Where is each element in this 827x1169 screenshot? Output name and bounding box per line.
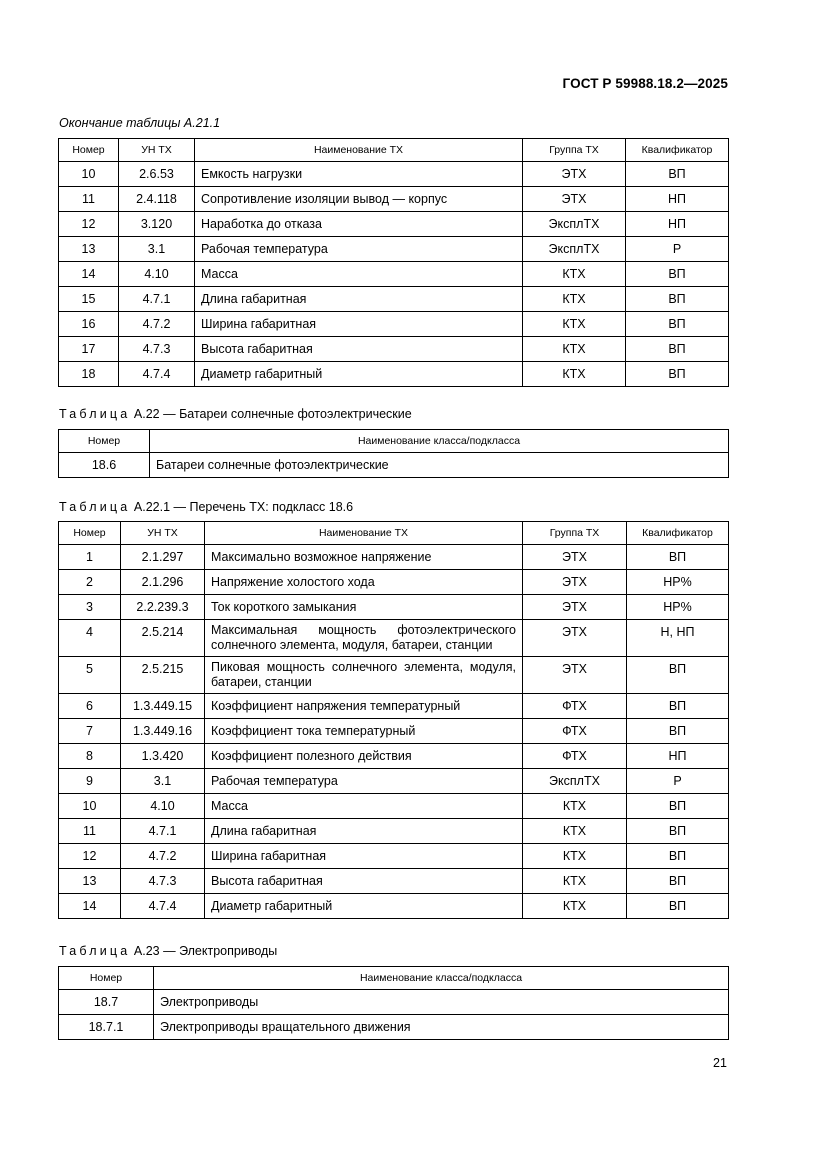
cell-un-th: 4.10	[121, 794, 205, 819]
table-a23	[58, 966, 729, 1040]
cell-name: Диаметр габаритный	[205, 894, 523, 919]
cell-number: 13	[59, 237, 119, 262]
col-header-un-th: УН ТХ	[121, 522, 205, 545]
cell-number: 12	[59, 844, 121, 869]
cell-group: ЭТХ	[523, 545, 627, 570]
cell-group: ЭТХ	[523, 570, 627, 595]
col-header-name: Наименование ТХ	[195, 139, 523, 162]
col-header-group: Группа ТХ	[523, 522, 627, 545]
col-header-group: Группа ТХ	[523, 139, 626, 162]
cell-un-th: 4.7.2	[121, 844, 205, 869]
cell-un-th: 4.7.2	[119, 312, 195, 337]
table-row	[59, 570, 729, 595]
cell-number: 6	[59, 694, 121, 719]
cell-qualifier: Н, НП	[627, 620, 729, 657]
cell-qualifier: НП	[626, 212, 729, 237]
cell-qualifier: ВП	[626, 337, 729, 362]
table-row	[59, 545, 729, 570]
cell-un-th: 2.4.118	[119, 187, 195, 212]
table-row	[59, 894, 729, 919]
cell-group: ФТХ	[523, 694, 627, 719]
table-row	[59, 162, 729, 187]
cell-number: 3	[59, 595, 121, 620]
cell-number: 18	[59, 362, 119, 387]
cell-number: 12	[59, 212, 119, 237]
cell-group: ЭТХ	[523, 162, 626, 187]
table-row	[59, 844, 729, 869]
cell-un-th: 4.7.1	[119, 287, 195, 312]
col-header-number: Номер	[59, 967, 154, 990]
document-id: ГОСТ Р 59988.18.2—2025	[562, 76, 728, 91]
cell-qualifier: ВП	[627, 545, 729, 570]
cell-un-th: 3.1	[119, 237, 195, 262]
table-row	[59, 1015, 729, 1040]
cell-name: Максимальная мощность фотоэлектрического солнечного элемента, модуля, батареи, станции	[205, 620, 523, 657]
col-header-name: Наименование ТХ	[205, 522, 523, 545]
cell-un-th: 4.10	[119, 262, 195, 287]
table-row	[59, 744, 729, 769]
cell-group: КТХ	[523, 894, 627, 919]
cell-un-th: 1.3.449.16	[121, 719, 205, 744]
table-row	[59, 362, 729, 387]
cell-un-th: 4.7.3	[121, 869, 205, 894]
table-a22	[58, 429, 729, 478]
col-header-number: Номер	[59, 139, 119, 162]
table-row	[59, 187, 729, 212]
cell-qualifier: ВП	[627, 819, 729, 844]
caption-text: А.22 — Батареи солнечные фотоэлектрические	[133, 407, 412, 421]
table-row	[59, 237, 729, 262]
cell-un-th: 3.1	[121, 769, 205, 794]
cell-un-th: 2.6.53	[119, 162, 195, 187]
cell-group: ЭксплТХ	[523, 237, 626, 262]
table-a22-1-caption	[59, 500, 353, 514]
table-a21-1	[58, 138, 729, 387]
cell-number: 8	[59, 744, 121, 769]
table-row	[59, 595, 729, 620]
table-row	[59, 287, 729, 312]
cell-number: 9	[59, 769, 121, 794]
cell-name: Высота габаритная	[205, 869, 523, 894]
cell-un-th: 2.5.215	[121, 657, 205, 694]
table-row	[59, 312, 729, 337]
cell-group: ЭТХ	[523, 657, 627, 694]
cell-class-name: Батареи солнечные фотоэлектрические	[150, 453, 729, 478]
cell-qualifier: ВП	[626, 262, 729, 287]
cell-name: Максимально возможное напряжение	[205, 545, 523, 570]
table-row	[59, 769, 729, 794]
cell-number: 16	[59, 312, 119, 337]
cell-number: 17	[59, 337, 119, 362]
cell-group: ЭТХ	[523, 187, 626, 212]
table-row	[59, 794, 729, 819]
col-header-qualifier: Квалификатор	[627, 522, 729, 545]
cell-qualifier: НП	[627, 744, 729, 769]
cell-qualifier: ВП	[626, 362, 729, 387]
cell-un-th: 3.120	[119, 212, 195, 237]
page-number: 21	[713, 1056, 727, 1070]
caption-text: А.22.1 — Перечень ТХ: подкласс 18.6	[133, 500, 354, 514]
cell-name: Пиковая мощность солнечного элемента, модуля, батареи, станции	[205, 657, 523, 694]
cell-number: 7	[59, 719, 121, 744]
cell-number: 14	[59, 262, 119, 287]
table-a21-1-caption: Окончание таблицы А.21.1	[59, 116, 221, 130]
cell-group: ЭксплТХ	[523, 769, 627, 794]
cell-qualifier: ВП	[627, 719, 729, 744]
cell-name: Диаметр габаритный	[195, 362, 523, 387]
table-row	[59, 657, 729, 694]
table-a22-1	[58, 521, 729, 919]
table-row	[59, 262, 729, 287]
cell-name: Рабочая температура	[195, 237, 523, 262]
table-row	[59, 990, 729, 1015]
cell-name: Ширина габаритная	[205, 844, 523, 869]
cell-group: КТХ	[523, 287, 626, 312]
cell-group: ЭТХ	[523, 620, 627, 657]
cell-name: Коэффициент тока температурный	[205, 719, 523, 744]
cell-qualifier: ВП	[626, 162, 729, 187]
col-header-class-name: Наименование класса/подкласса	[150, 430, 729, 453]
table-header-row	[59, 430, 729, 453]
cell-un-th: 1.3.449.15	[121, 694, 205, 719]
cell-group: КТХ	[523, 362, 626, 387]
cell-group: КТХ	[523, 262, 626, 287]
cell-qualifier: ВП	[627, 657, 729, 694]
cell-number: 15	[59, 287, 119, 312]
table-row	[59, 719, 729, 744]
cell-number: 11	[59, 819, 121, 844]
cell-qualifier: ВП	[627, 794, 729, 819]
caption-text: А.23 — Электроприводы	[133, 944, 278, 958]
cell-name: Рабочая температура	[205, 769, 523, 794]
cell-name: Масса	[195, 262, 523, 287]
cell-name: Коэффициент полезного действия	[205, 744, 523, 769]
cell-name: Емкость нагрузки	[195, 162, 523, 187]
cell-number: 14	[59, 894, 121, 919]
cell-group: КТХ	[523, 869, 627, 894]
cell-qualifier: ВП	[627, 844, 729, 869]
cell-un-th: 2.1.296	[121, 570, 205, 595]
cell-name: Наработка до отказа	[195, 212, 523, 237]
cell-qualifier: ВП	[626, 287, 729, 312]
cell-name: Ток короткого замыкания	[205, 595, 523, 620]
cell-number: 4	[59, 620, 121, 657]
cell-number: 10	[59, 162, 119, 187]
cell-qualifier: НП	[626, 187, 729, 212]
table-row	[59, 819, 729, 844]
cell-number: 13	[59, 869, 121, 894]
cell-name: Масса	[205, 794, 523, 819]
cell-un-th: 4.7.4	[121, 894, 205, 919]
table-row	[59, 212, 729, 237]
cell-qualifier: Р	[626, 237, 729, 262]
table-row	[59, 869, 729, 894]
col-header-number: Номер	[59, 522, 121, 545]
cell-number: 18.6	[59, 453, 150, 478]
cell-un-th: 2.5.214	[121, 620, 205, 657]
cell-qualifier: ВП	[627, 869, 729, 894]
cell-group: ФТХ	[523, 719, 627, 744]
cell-un-th: 2.2.239.3	[121, 595, 205, 620]
col-header-class-name: Наименование класса/подкласса	[154, 967, 729, 990]
caption-word: Таблица	[59, 500, 131, 514]
cell-un-th: 4.7.1	[121, 819, 205, 844]
cell-un-th: 4.7.4	[119, 362, 195, 387]
cell-name: Высота габаритная	[195, 337, 523, 362]
table-row	[59, 694, 729, 719]
cell-number: 11	[59, 187, 119, 212]
cell-qualifier: НР%	[627, 570, 729, 595]
table-a23-caption	[59, 944, 277, 958]
cell-name: Ширина габаритная	[195, 312, 523, 337]
cell-number: 2	[59, 570, 121, 595]
cell-name: Напряжение холостого хода	[205, 570, 523, 595]
caption-word: Таблица	[59, 944, 131, 958]
cell-un-th: 1.3.420	[121, 744, 205, 769]
cell-qualifier: ВП	[626, 312, 729, 337]
cell-class-name: Электроприводы	[154, 990, 729, 1015]
cell-class-name: Электроприводы вращательного движения	[154, 1015, 729, 1040]
cell-group: КТХ	[523, 844, 627, 869]
cell-number: 5	[59, 657, 121, 694]
cell-qualifier: ВП	[627, 694, 729, 719]
cell-group: ФТХ	[523, 744, 627, 769]
caption-word: Таблица	[59, 407, 131, 421]
cell-number: 18.7.1	[59, 1015, 154, 1040]
cell-qualifier: Р	[627, 769, 729, 794]
table-header-row	[59, 139, 729, 162]
cell-group: КТХ	[523, 819, 627, 844]
cell-number: 18.7	[59, 990, 154, 1015]
cell-qualifier: ВП	[627, 894, 729, 919]
cell-un-th: 4.7.3	[119, 337, 195, 362]
table-header-row	[59, 522, 729, 545]
cell-group: КТХ	[523, 794, 627, 819]
cell-un-th: 2.1.297	[121, 545, 205, 570]
cell-qualifier: НР%	[627, 595, 729, 620]
cell-name: Сопротивление изоляции вывод — корпус	[195, 187, 523, 212]
cell-number: 10	[59, 794, 121, 819]
cell-name: Коэффициент напряжения температурный	[205, 694, 523, 719]
cell-name: Длина габаритная	[205, 819, 523, 844]
cell-group: ЭТХ	[523, 595, 627, 620]
cell-group: КТХ	[523, 337, 626, 362]
col-header-un-th: УН ТХ	[119, 139, 195, 162]
cell-number: 1	[59, 545, 121, 570]
table-row	[59, 620, 729, 657]
table-row	[59, 337, 729, 362]
cell-name: Длина габаритная	[195, 287, 523, 312]
cell-group: ЭксплТХ	[523, 212, 626, 237]
col-header-qualifier: Квалификатор	[626, 139, 729, 162]
table-row	[59, 453, 729, 478]
table-header-row	[59, 967, 729, 990]
table-a22-caption	[59, 407, 412, 421]
col-header-number: Номер	[59, 430, 150, 453]
cell-group: КТХ	[523, 312, 626, 337]
